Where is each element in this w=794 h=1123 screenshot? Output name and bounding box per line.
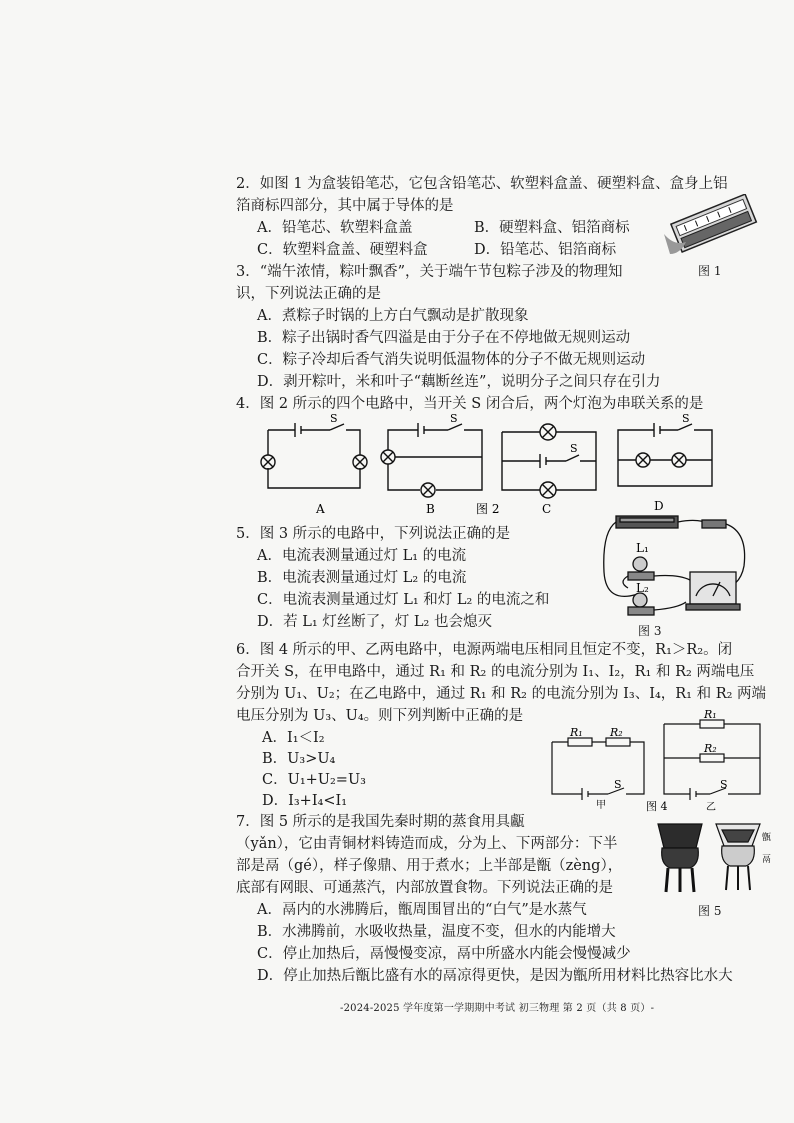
q5-option-a: A．电流表测量通过灯 L₁ 的电流 [257,548,467,564]
q6-option-c: C．U₁+U₂=U₃ [262,772,366,788]
circuit-d-label: D [654,499,664,513]
figure-3-L2-label: L₂ [636,581,649,595]
fig4-jia-label: 甲 [596,800,606,811]
q6-option-d: D．I₃+I₄<I₁ [262,793,348,809]
circuit-b-switch-label: S [450,412,458,425]
q3-option-c: C．粽子冷却后香气消失说明低温物体的分子不做无规则运动 [257,352,646,368]
q5-option-c: C．电流表测量通过灯 L₁ 和灯 L₂ 的电流之和 [257,592,550,608]
q2-stem-line1: 2．如图 1 为盒装铅笔芯，它包含铅笔芯、软塑料盒盖、硬塑料盒、盒身上铝 [236,176,728,192]
q6-stem-line3: 分别为 U₁、U₂；在乙电路中，通过 R₁ 和 R₂ 的电流分别为 I₃、I₄，R₁ 和 R₂ 两端 [236,686,767,702]
q4-stem: 4．图 2 所示的四个电路中，当开关 S 闭合后，两个灯泡为串联关系的是 [236,396,704,412]
q3-option-b: B．粽子出锅时香气四溢是由于分子在不停地做无规则运动 [257,330,631,346]
circuit-b-label: B [426,502,435,516]
q5-stem: 5．图 3 所示的电路中，下列说法正确的是 [236,526,511,542]
q7-stem-line1: 7．图 5 所示的是我国先秦时期的蒸食用具甗 [236,814,525,830]
q6-stem-line1: 6．图 4 所示的甲、乙两电路中，电源两端电压相同且恒定不变，R₁＞R₂。闭 [236,642,733,658]
fig4-yi-R2: R₂ [704,742,717,755]
q2-option-d: D．铅笔芯、铝箔商标 [474,242,617,258]
q5-option-b: B．电流表测量通过灯 L₂ 的电流 [257,570,467,586]
figure-3-physical-circuit [598,512,768,624]
figure-5-li-label: 鬲 [762,855,772,865]
q7-option-c: C．停止加热后，鬲慢慢变凉，鬲中所盛水内能会慢慢减少 [257,946,631,962]
q7-stem-line2: （yǎn），它由青铜材料铸造而成，分为上、下两部分：下半 [236,836,618,852]
figure-3-caption: 图 3 [638,624,662,638]
q6-stem-line4: 电压分别为 U₃、U₄。则下列判断中正确的是 [236,708,524,724]
q6-stem-line2: 合开关 S，在甲电路中，通过 R₁ 和 R₂ 的电流分别为 I₁、I₂，R₁ 和 R₂ 两端电压 [236,664,755,680]
q7-option-b: B．水沸腾前，水吸收热量，温度不变，但水的内能增大 [257,924,616,940]
figure-5-caption: 图 5 [698,904,722,918]
fig4-jia-S: S [614,778,622,791]
circuit-c-label: C [542,502,552,516]
q2-option-a: A．铅笔芯、软塑料盒盖 [257,220,413,236]
q5-option-d: D．若 L₁ 灯丝断了，灯 L₂ 也会熄灭 [257,614,492,630]
figure-1-pencil-lead-box [664,194,764,260]
q3-stem-line1: 3．“端午浓情，粽叶飘香”，关于端午节包粽子涉及的物理知 [236,264,623,280]
q2-option-c: C．软塑料盒盖、硬塑料盒 [257,242,428,258]
figure-2-caption: 图 2 [476,502,500,516]
q3-option-a: A．煮粽子时锅的上方白气飘动是扩散现象 [257,308,529,324]
circuit-a-switch-label: S [330,412,338,425]
q7-option-d: D．停止加热后甑比盛有水的鬲凉得更快，是因为甑所用材料比热容比水大 [257,968,733,984]
q7-stem-line3: 部是鬲（gé），样子像鼎、用于煮水；上半部是甑（zèng）， [236,858,623,874]
q2-option-b: B．硬塑料盒、铝箔商标 [474,220,630,236]
figure-5-yan-steamer [652,812,776,896]
q6-option-a: A．I₁＜I₂ [262,730,325,746]
q2-stem-line2: 箔商标四部分，其中属于导体的是 [236,198,454,214]
figure-4-two-circuits [548,708,766,814]
q6-option-b: B．U₃>U₄ [262,751,336,767]
q7-stem-line4: 底部有网眼、可通蒸汽，内部放置食物。下列说法正确的是 [236,880,613,896]
fig4-jia-R1: R₁ [570,726,583,739]
figure-4-caption: 图 4 [646,800,668,813]
fig4-yi-S: S [720,778,728,791]
figure-3-L1-label: L₁ [636,541,649,555]
fig4-yi-R1: R₁ [704,708,717,721]
figure-5-zeng-label: 甑 [762,833,772,843]
figure-2-circuits [250,410,730,525]
q3-stem-line2: 识，下列说法正确的是 [236,286,381,302]
circuit-a-label: A [316,502,325,516]
fig4-jia-R2: R₂ [610,726,623,739]
circuit-d-switch-label: S [682,412,690,425]
q7-option-a: A．鬲内的水沸腾后，甑周围冒出的“白气”是水蒸气 [257,902,587,918]
figure-1-caption: 图 1 [698,264,722,278]
fig4-yi-label: 乙 [706,802,716,813]
q3-option-d: D．剥开粽叶，米和叶子“藕断丝连”，说明分子之间只存在引力 [257,374,661,390]
page-footer: -2024-2025 学年度第一学期期中考试 初三物理 第 2 页（共 8 页）- [340,1003,655,1014]
circuit-c-switch-label: S [570,442,578,455]
